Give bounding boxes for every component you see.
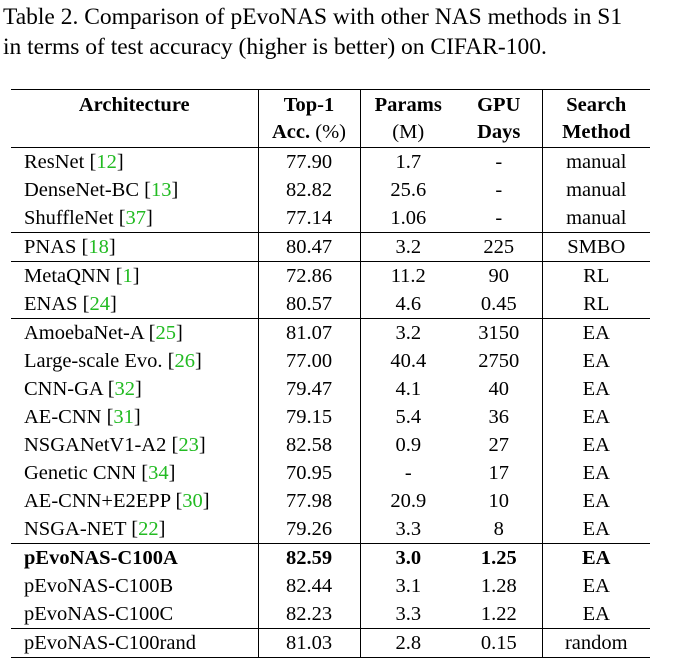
header-params: Params (M) [374,94,442,143]
architecture-name: AE-CNN+E2EPP [24,490,171,512]
citation-link[interactable]: 26 [174,350,195,372]
architecture-cell: PNAS [18] [11,233,258,262]
table-header-row [11,90,650,148]
params-cell: 3.3 [395,518,422,540]
architecture-cell [11,572,258,600]
gpu-days-cell: 8 [493,518,504,540]
accuracy-cell: 80.57 [258,290,360,319]
search-method-cell: EA [542,515,650,544]
table-row [11,290,650,319]
gpu-days-cell: 0.45 [480,293,517,315]
table-row [11,544,650,573]
accuracy-cell: 82.58 [258,431,360,459]
table-row [11,347,650,375]
architecture-name: pEvoNAS-C100C [24,603,174,625]
table-row [11,403,650,431]
architecture-cell: NSGANetV1-A2 [23] [11,431,258,459]
params-cell: 3.0 [360,544,456,573]
params-cell: 3.2 [360,319,456,348]
gpu-days-cell: 27 [488,434,509,456]
accuracy-cell: 79.26 [258,515,360,544]
header-search-method: Search Method [542,90,650,148]
architecture-name: Large-scale Evo. [24,350,163,372]
table-row [11,431,650,459]
accuracy-cell: 70.95 [258,459,360,487]
params-cell: 1.06 [390,207,427,229]
search-method-cell: EA [542,600,650,629]
citation-link[interactable]: 18 [88,236,109,258]
gpu-days-cell: 40 [488,378,509,400]
search-method-cell: EA [542,459,650,487]
table-caption [3,2,679,62]
citation-link[interactable]: 25 [155,322,176,344]
citation-link[interactable]: 34 [148,462,169,484]
architecture-cell: ShuffleNet [37] [11,204,258,233]
gpu-days-cell: 90 [456,262,542,291]
header-gpu-days: GPU Days [477,94,521,143]
accuracy-cell: 82.23 [258,600,360,629]
architecture-name: CNN-GA [24,378,103,400]
table-row [11,600,650,629]
search-method-cell: EA [542,347,650,375]
accuracy-cell: 77.90 [258,148,360,177]
search-method-cell: EA [542,431,650,459]
gpu-days-cell: 1.25 [456,544,542,573]
gpu-days-cell: 10 [488,490,509,512]
search-method-cell: EA [542,375,650,403]
table-row [11,148,650,177]
params-cell: 2.8 [360,629,456,658]
citation-link[interactable]: 22 [138,518,159,540]
search-method-cell: SMBO [542,233,650,262]
architecture-cell: DenseNet-BC [13] [11,176,258,204]
architecture-name: NSGANetV1-A2 [24,434,167,456]
params-cell: 3.1 [395,575,422,597]
search-method-cell: EA [542,487,650,515]
citation-link[interactable]: 31 [113,406,134,428]
accuracy-cell: 82.44 [258,572,360,600]
architecture-name: DenseNet-BC [24,179,140,201]
table-body [11,148,650,658]
citation-link[interactable]: 1 [122,265,133,287]
search-method-cell: random [542,629,650,658]
accuracy-cell: 81.07 [258,319,360,348]
params-cell: 25.6 [390,179,427,201]
search-method-cell: EA [542,319,650,348]
architecture-name: AmoebaNet-A [24,322,144,344]
params-cell: 3.2 [360,233,456,262]
caption-line-1: Table 2. Comparison of pEvoNAS with other NAS methods in S1 [3,4,623,30]
citation-link[interactable]: 23 [178,434,199,456]
table-row [11,319,650,348]
search-method-cell: manual [542,176,650,204]
table-row [11,204,650,233]
accuracy-cell: 72.86 [258,262,360,291]
table-row [11,572,650,600]
params-cell: - [404,462,412,484]
citation-link[interactable]: 12 [96,151,117,173]
gpu-days-cell: - [495,179,503,201]
gpu-days-cell: - [495,207,503,229]
architecture-name: MetaQNN [24,265,111,287]
accuracy-cell: 80.47 [258,233,360,262]
architecture-name: AE-CNN [24,406,102,428]
accuracy-cell: 77.14 [258,204,360,233]
gpu-days-cell: 36 [488,406,509,428]
gpu-days-cell: 225 [456,233,542,262]
architecture-name: pEvoNAS-C100B [24,575,174,597]
accuracy-cell: 82.59 [258,544,360,573]
architecture-name: pEvoNAS-C100rand [24,632,196,654]
architecture-cell [11,544,258,573]
architecture-cell: ResNet [12] [11,148,258,177]
search-method-cell: RL [542,262,650,291]
citation-link[interactable]: 24 [89,293,110,315]
table-row [11,176,650,204]
accuracy-cell: 77.98 [258,487,360,515]
citation-link[interactable]: 13 [150,179,172,201]
architecture-name: ENAS [24,293,78,315]
gpu-days-cell: - [495,151,503,173]
gpu-days-cell: 1.28 [480,575,517,597]
architecture-cell: NSGA-NET [22] [11,515,258,544]
table-row [11,459,650,487]
params-cell: 20.9 [390,490,427,512]
header-architecture: Architecture [11,90,258,148]
params-cell: 4.1 [395,378,422,400]
architecture-cell: MetaQNN [1] [11,262,258,291]
params-cell: 0.9 [395,434,422,456]
table-row [11,262,650,291]
accuracy-cell: 81.03 [258,629,360,658]
params-cell: 1.7 [395,151,422,173]
search-method-cell: RL [542,290,650,319]
architecture-cell: AE-CNN [31] [11,403,258,431]
accuracy-cell: 79.15 [258,403,360,431]
architecture-cell: Large-scale Evo. [26] [11,347,258,375]
header-top1-acc: Top-1 Acc. (%) [258,90,360,148]
architecture-cell: AmoebaNet-A [25] [11,319,258,348]
citation-link[interactable]: 37 [125,207,147,229]
gpu-days-cell: 17 [488,462,509,484]
table-row [11,233,650,262]
search-method-cell: manual [542,148,650,177]
architecture-name: pEvoNAS-C100A [24,547,178,569]
architecture-name: ResNet [24,151,85,173]
caption-line-2: in terms of test accuracy (higher is better) on CIFAR-100. [3,34,547,60]
citation-link[interactable]: 30 [182,490,203,512]
gpu-days-cell: 3150 [456,319,542,348]
architecture-cell [11,629,258,658]
search-method-cell: EA [542,572,650,600]
gpu-days-cell: 2750 [478,350,520,372]
accuracy-cell: 79.47 [258,375,360,403]
accuracy-cell: 77.00 [258,347,360,375]
params-cell: 4.6 [395,293,422,315]
comparison-table [11,89,650,658]
params-cell: 3.3 [395,603,422,625]
architecture-cell: CNN-GA [32] [11,375,258,403]
architecture-name: ShuffleNet [24,207,114,229]
architecture-name: Genetic CNN [24,462,137,484]
architecture-cell: AE-CNN+E2EPP [30] [11,487,258,515]
table-row [11,515,650,544]
architecture-name: NSGA-NET [24,518,127,540]
table-row [11,487,650,515]
gpu-days-cell: 0.15 [456,629,542,658]
search-method-cell: manual [542,204,650,233]
architecture-name: PNAS [24,236,77,258]
params-cell: 5.4 [395,406,422,428]
table-row [11,375,650,403]
citation-link[interactable]: 32 [114,378,136,400]
search-method-cell: EA [542,403,650,431]
search-method-cell: EA [542,544,650,573]
table-row [11,629,650,658]
gpu-days-cell: 1.22 [480,603,517,625]
params-cell: 11.2 [360,262,456,291]
params-cell: 40.4 [390,350,427,372]
accuracy-cell: 82.82 [258,176,360,204]
architecture-cell: Genetic CNN [34] [11,459,258,487]
architecture-cell [11,600,258,629]
architecture-cell: ENAS [24] [11,290,258,319]
